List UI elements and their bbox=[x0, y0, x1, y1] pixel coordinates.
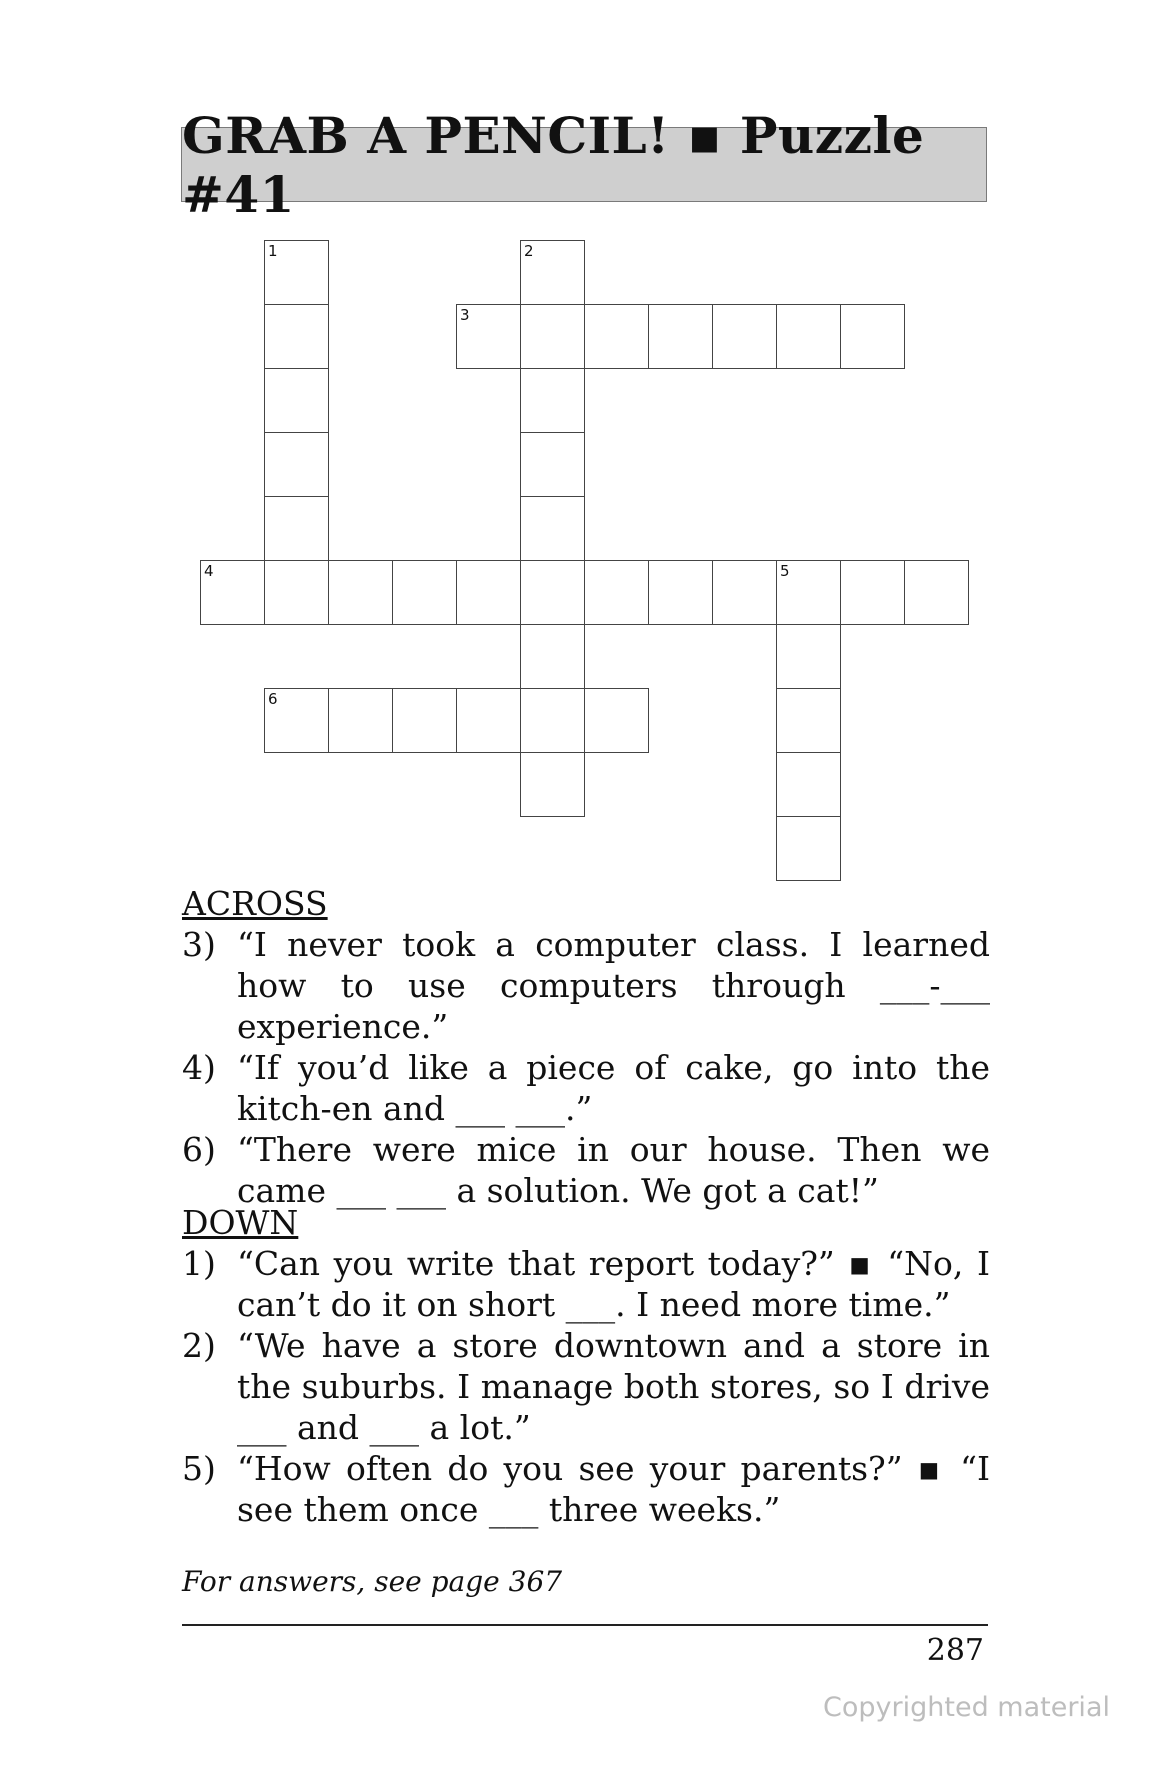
crossword-cell[interactable] bbox=[520, 240, 585, 305]
cell-number: 1 bbox=[268, 242, 278, 260]
crossword-cell[interactable] bbox=[264, 560, 329, 625]
clue-text: “If you’d like a piece of cake, go into the kitch-en and ___ ___.” bbox=[237, 1048, 990, 1128]
down-clue-1 bbox=[182, 1243, 990, 1325]
cell-number: 5 bbox=[780, 562, 790, 580]
crossword-cell[interactable] bbox=[712, 304, 777, 369]
crossword-cell[interactable] bbox=[712, 560, 777, 625]
crossword-cell[interactable] bbox=[648, 304, 713, 369]
page-number: 287 bbox=[926, 1633, 984, 1668]
crossword-cell[interactable] bbox=[776, 560, 841, 625]
clue-text: “How often do you see your parents?” ▪ “I see them once ___ three weeks.” bbox=[237, 1449, 990, 1529]
down-clue-5 bbox=[182, 1448, 990, 1530]
across-clue-3 bbox=[182, 924, 990, 1047]
crossword-cell[interactable] bbox=[776, 688, 841, 753]
crossword-cell[interactable] bbox=[264, 304, 329, 369]
clue-number: 6) bbox=[182, 1130, 216, 1169]
cell-number: 4 bbox=[204, 562, 214, 580]
clue-text: “There were mice in our house. Then we came ___ ___ a solution. We got a cat!” bbox=[237, 1130, 990, 1210]
across-clue-4 bbox=[182, 1047, 990, 1129]
crossword-cell[interactable] bbox=[840, 560, 905, 625]
down-clue-2 bbox=[182, 1325, 990, 1448]
crossword-cell[interactable] bbox=[840, 304, 905, 369]
crossword-cell[interactable] bbox=[264, 368, 329, 433]
cell-number: 3 bbox=[460, 306, 470, 324]
crossword-cell[interactable] bbox=[776, 304, 841, 369]
crossword-cell[interactable] bbox=[264, 496, 329, 561]
crossword-cell[interactable] bbox=[776, 624, 841, 689]
clue-number: 4) bbox=[182, 1048, 216, 1087]
answers-note: For answers, see page 367 bbox=[182, 1565, 563, 1598]
clue-number: 3) bbox=[182, 925, 216, 964]
across-clue-6 bbox=[182, 1129, 990, 1211]
crossword-cell[interactable] bbox=[776, 752, 841, 817]
crossword-cell[interactable] bbox=[520, 368, 585, 433]
crossword-cell[interactable] bbox=[456, 688, 521, 753]
clue-number: 2) bbox=[182, 1326, 216, 1365]
crossword-cell[interactable] bbox=[584, 560, 649, 625]
clue-number: 5) bbox=[182, 1449, 216, 1488]
crossword-cell[interactable] bbox=[520, 304, 585, 369]
down-heading: DOWN bbox=[182, 1203, 299, 1242]
crossword-cell[interactable] bbox=[520, 432, 585, 497]
clue-number: 1) bbox=[182, 1244, 216, 1283]
crossword-cell[interactable] bbox=[584, 304, 649, 369]
crossword-cell[interactable] bbox=[520, 688, 585, 753]
crossword-cell[interactable] bbox=[520, 624, 585, 689]
footer-divider bbox=[182, 1624, 988, 1626]
crossword-cell[interactable] bbox=[392, 560, 457, 625]
crossword-cell[interactable] bbox=[648, 560, 713, 625]
crossword-cell[interactable] bbox=[520, 496, 585, 561]
crossword-cell[interactable] bbox=[392, 688, 457, 753]
across-heading: ACROSS bbox=[182, 884, 328, 923]
clue-text: “I never took a computer class. I learned how to use computers through ___-___ experience.” bbox=[237, 925, 990, 1046]
clue-text: “We have a store downtown and a store in the suburbs. I manage both stores, so I drive ___ and ___ a lot.” bbox=[237, 1326, 990, 1447]
crossword-cell[interactable] bbox=[584, 688, 649, 753]
crossword-cell[interactable] bbox=[328, 560, 393, 625]
cell-number: 6 bbox=[268, 690, 278, 708]
down-section bbox=[182, 1202, 990, 1530]
crossword-cell[interactable] bbox=[264, 432, 329, 497]
crossword-cell[interactable] bbox=[520, 560, 585, 625]
across-section bbox=[182, 883, 990, 1211]
copyright-watermark: Copyrighted material bbox=[823, 1692, 1110, 1723]
cell-number: 2 bbox=[524, 242, 534, 260]
crossword-cell[interactable] bbox=[456, 304, 521, 369]
page-title: GRAB A PENCIL! ▪ Puzzle #41 bbox=[182, 105, 925, 224]
crossword-cell[interactable] bbox=[264, 240, 329, 305]
crossword-cell[interactable] bbox=[264, 688, 329, 753]
crossword-cell[interactable] bbox=[520, 752, 585, 817]
clue-text: “Can you write that report today?” ▪ “No, I can’t do it on short ___. I need more time.” bbox=[237, 1244, 990, 1324]
crossword-cell[interactable] bbox=[456, 560, 521, 625]
crossword-cell[interactable] bbox=[904, 560, 969, 625]
crossword-cell[interactable] bbox=[776, 816, 841, 881]
crossword-cell[interactable] bbox=[200, 560, 265, 625]
crossword-cell[interactable] bbox=[328, 688, 393, 753]
